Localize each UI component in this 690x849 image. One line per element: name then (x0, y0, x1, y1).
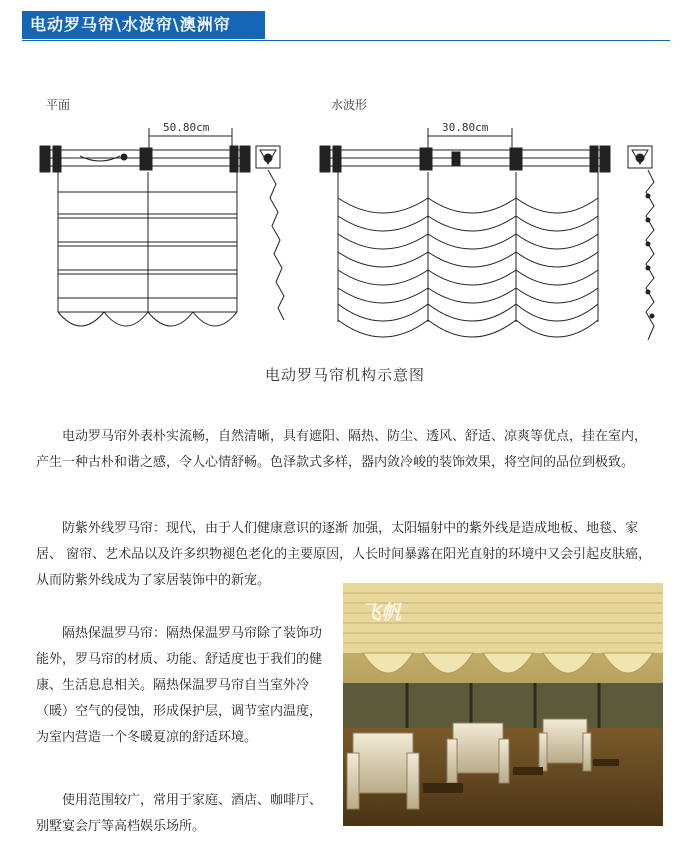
wave-blind-drawing (320, 128, 654, 340)
flat-dimension: 50.80cm (163, 121, 210, 134)
photo-watermark: 飞帆 (361, 600, 401, 624)
intro-paragraph: 电动罗马帘外表朴实流畅，自然清晰，具有遮阳、隔热、防尘、透风、舒适、凉爽等优点，挂在室内，产生一种古朴和谐之感，令人心情舒畅。色泽款式多样，器内敛冷峻的装饰效果，将空间的品位到极致。 (36, 429, 648, 470)
flat-blind-drawing (40, 128, 284, 326)
wave-dimension: 30.80cm (442, 121, 489, 134)
roman-blind-diagram (0, 0, 690, 360)
diagram-caption: 电动罗马帘机构示意图 (264, 366, 425, 384)
showroom-photo (343, 583, 663, 826)
page-title: 电动罗马帘\水波帘\澳洲帘 (22, 11, 265, 39)
usage-paragraph: 使用范围较广，常用于家庭、酒店、咖啡厅、别墅宴会厅等高档娱乐场所。 (36, 793, 323, 834)
uv-paragraph: 防紫外线罗马帘：现代，由于人们健康意识的逐渐 加强，太阳辐射中的紫外线是造成地板、地毯、家居、 窗帘、艺术品以及许多织物褪色老化的主要原因，人长时间暴露在阳光直射的环境中又会引起皮肤癌，从而防紫外线成为了家居装饰中的新宠。 (36, 521, 652, 588)
thermal-paragraph: 隔热保温罗马帘：隔热保温罗马帘除了装饰功能外，罗马帘的材质、功能、舒适度也于我们的健康、生活息息相关。隔热保温罗马帘自当室外冷（暖）空气的侵蚀，形成保护层，调节室内温度，为室内营造一个冬暖夏凉的舒适环境。 (36, 626, 323, 745)
wave-label: 水波形 (331, 98, 368, 112)
flat-label: 平面 (46, 98, 71, 112)
